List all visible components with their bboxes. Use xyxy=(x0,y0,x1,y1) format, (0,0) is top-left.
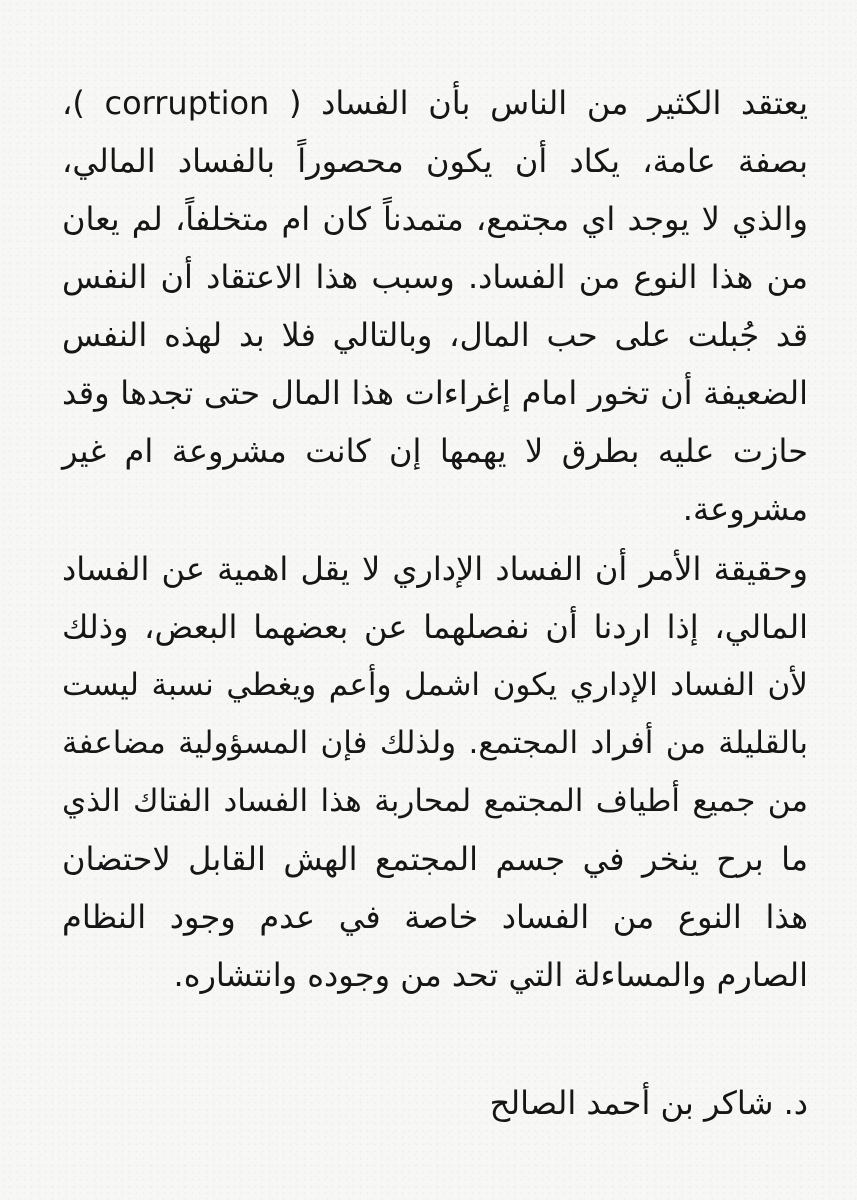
text-line: بصفة عامة، يكاد أن يكون محصوراً بالفساد المالي، xyxy=(62,142,808,180)
text-line: ما برح ينخر في جسم المجتمع الهش القابل لاحتضان xyxy=(62,840,808,878)
paragraph-corruption-belief xyxy=(62,74,808,538)
text-line: من جميع أطياف المجتمع لمحاربة هذا الفساد الفتاك الذي xyxy=(62,783,808,819)
text-line: يعتقد الكثير من الناس بأن الفساد ( corruption )، xyxy=(62,84,809,122)
text-line: هذا النوع من الفساد خاصة في عدم وجود النظام xyxy=(62,898,808,936)
text-line: والذي لا يوجد اي مجتمع، متمدناً كان ام متخلفاً، لم يعان xyxy=(62,200,808,238)
text-line: حازت عليه بطرق لا يهمها إن كانت مشروعة ام غير xyxy=(62,432,808,470)
paragraph-administrative-corruption xyxy=(62,540,808,1004)
text-line: قد جُبلت على حب المال، وبالتالي فلا بد لهذه النفس xyxy=(62,316,808,354)
text-line: مشروعة. xyxy=(682,490,808,528)
text-line: الصارم والمساءلة التي تحد من وجوده وانتشاره. xyxy=(173,956,808,994)
author-signature: د. شاكر بن أحمد الصالح xyxy=(489,1084,808,1122)
text-line: لأن الفساد الإداري يكون اشمل وأعم ويغطي نسبة ليست xyxy=(62,667,808,703)
text-line: وحقيقة الأمر أن الفساد الإداري لا يقل اهمية عن الفساد xyxy=(62,550,808,588)
text-line: بالقليلة من أفراد المجتمع. ولذلك فإن المسؤولية مضاعفة xyxy=(62,725,808,761)
text-line: من هذا النوع من الفساد. وسبب هذا الاعتقاد أن النفس xyxy=(62,258,808,296)
text-line: المالي، إذا اردنا أن نفصلهما عن بعضهما البعض، وذلك xyxy=(62,608,808,646)
text-line: الضعيفة أن تخور امام إغراءات هذا المال حتى تجدها وقد xyxy=(62,374,808,412)
